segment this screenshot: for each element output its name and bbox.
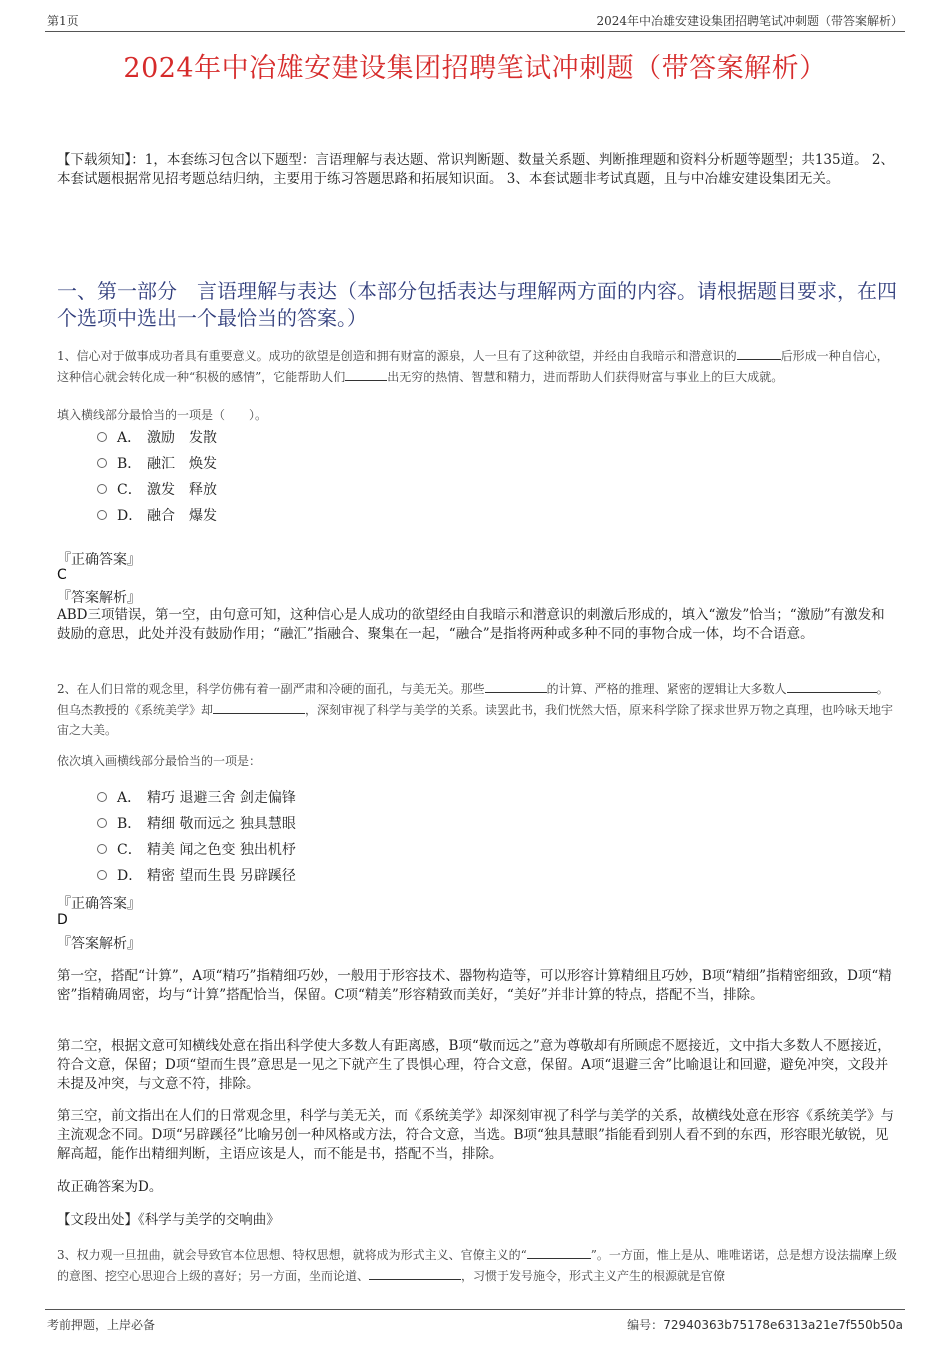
q1-answer-label: 『正确答案』 [57,552,141,568]
q2-analysis-paragraph: 第二空，根据文意可知横线处意在指出科学使大多数人有距离感，B项“敬而远之”意为尊敬却有所顾虑不愿接近，文中指大多数人不愿接近，符合文意，保留；D项“望而生畏”意思是一见之下就产生了畏惧心理，符合文意，保留。A项“退避三舍”比喻退让和回避，避免冲突，文段并未提及冲突，与文意不符，排除。 [57,1038,891,1092]
q2-blank-1 [485,678,547,693]
radio-icon[interactable] [97,458,107,468]
radio-icon[interactable] [97,844,107,854]
code-value: 72940363b75178e6313a21e7f550b50a [663,1318,903,1332]
q2-conclusion: 故正确答案为D。 [57,1179,163,1195]
q3-blank-1 [527,1244,591,1259]
q1-option-c[interactable]: C． 激发 释放 [97,480,217,500]
q2-option-c[interactable]: C． 精美 闻之色变 独出机杼 [97,840,296,860]
q2-blank-3 [213,699,305,714]
q2-source: 【文段出处】《科学与美学的交响曲》 [57,1212,280,1228]
question-1-prompt: 填入横线部分最恰当的一项是（ ）。 [57,408,268,422]
q2-answer: D [57,912,68,928]
q3-blank-2 [369,1265,461,1280]
q2-blank-2 [787,678,877,693]
question-2-stem: 2、在人们日常的观念里，科学仿佛有着一副严肃和冷硬的面孔，与美无关。那些 的计算、严格的推理、紧密的逻辑让大多数人 。但乌杰教授的《系统美学》却 ，深刻审视了科学与美学的关系。读罢此书，我们恍然大悟，原来科学除了探求世界万物之真理，也吟咏天地宇宙之大美。 [57,678,899,740]
q2-answer-label: 『正确答案』 [57,896,141,912]
radio-icon[interactable] [97,484,107,494]
q2-analysis-label: 『答案解析』 [57,936,141,952]
radio-icon[interactable] [97,792,107,802]
download-notice: 【下载须知】：1，本套练习包含以下题型：言语理解与表达题、常识判断题、数量关系题、判断推理题和资料分析题等题型；共135道。 2、本套试题根据常见招考题总结归纳，主要用于练习答题思路和拓展知识面。 3、本套试题非考试真题，且与中冶雄安建设集团无关。 [57,152,894,187]
q1-text-3: 出无穷的热情、智慧和精力，进而帮助人们获得财富与事业上的巨大成就。 [387,370,784,384]
question-1-stem [57,345,899,387]
q1-blank-2 [345,366,387,381]
question-2-prompt: 依次填入画横线部分最恰当的一项是： [57,754,262,768]
q1-text-2: 后形成一种自信心，这种信心就会转化成一种“积极的感情”，它能帮助人们 [57,349,889,384]
page-title: 2024年中冶雄安建设集团招聘笔试冲刺题（带答案解析） [123,53,827,84]
code-label: 编号： [627,1318,664,1332]
q1-analysis: ABD三项错误，第一空，由句意可知，这种信心是人成功的欲望经由自我暗示和潜意识的刺激后形成的，填入“激发”恰当；“激励”有激发和鼓励的意思，此处并没有鼓励作用；“融汇”指融合、聚集在一起，“融合”是指将两种或多种不同的事物合成一体，均不合语意。 [57,607,885,642]
q2-option-b[interactable]: B． 精细 敬而远之 独具慧眼 [97,814,296,834]
q2-option-d[interactable]: D． 精密 望而生畏 另辟蹊径 [97,866,296,886]
footer-slogan: 考前押题，上岸必备 [47,1318,156,1332]
section-heading: 一、第一部分 言语理解与表达（本部分包括表达与理解两方面的内容。请根据题目要求，在四个选项中选出一个最恰当的答案。） [57,279,897,330]
question-3-stem: 3、权力观一旦扭曲，就会导致官本位思想、特权思想，就将成为形式主义、官僚主义的“ ”。一方面，惟上是从、唯唯诺诺，总是想方设法揣摩上级的意图、挖空心思迎合上级的喜好；另一方面，坐而论道、 ，习惯于发号施令，形式主义产生的根源就是官僚 [57,1244,899,1286]
footer-code [627,1316,903,1333]
q2-analysis-paragraph: 第一空，搭配“计算”，A项“精巧”指精细巧妙，一般用于形容技术、器物构造等，可以形容计算精细且巧妙，B项“精细”指精密细致，D项“精密”指精确周密，均与“计算”搭配恰当，保留。C项“精美”形容精致而美好，“美好”并非计算的特点，搭配不当，排除。 [57,968,892,1003]
q1-analysis-label: 『答案解析』 [57,590,141,606]
q1-text-1: 1、信心对于做事成功者具有重要意义。成功的欲望是创造和拥有财富的源泉，人一旦有了这种欲望，并经由自我暗示和潜意识的 [57,349,737,363]
radio-icon[interactable] [97,510,107,520]
radio-icon[interactable] [97,818,107,828]
radio-icon[interactable] [97,870,107,880]
q1-answer: C [57,567,67,583]
q1-option-b[interactable]: B． 融汇 焕发 [97,454,217,474]
page-number: 第1页 [47,14,79,28]
radio-icon[interactable] [97,432,107,442]
q1-option-a[interactable]: A． 激励 发散 [97,428,217,448]
footer-divider [45,1309,905,1310]
header-divider [45,31,905,32]
running-title: 2024年中冶雄安建设集团招聘笔试冲刺题（带答案解析） [596,14,903,28]
q2-analysis-paragraph: 第三空，前文指出在人们的日常观念里，科学与美无关，而《系统美学》却深刻审视了科学与美学的关系，故横线处意在形容《系统美学》与主流观念不同。D项“另辟蹊径”比喻另创一种风格或方法，符合文意，当选。B项“独具慧眼”指能看到别人看不到的东西，形容眼光敏锐，见解高超，能作出精细判断，主语应该是人，而不能是书，搭配不当，排除。 [57,1108,894,1162]
q1-option-d[interactable]: D． 融合 爆发 [97,506,217,526]
q1-blank-1 [737,345,781,360]
q2-option-a[interactable]: A． 精巧 退避三舍 剑走偏锋 [97,788,296,808]
